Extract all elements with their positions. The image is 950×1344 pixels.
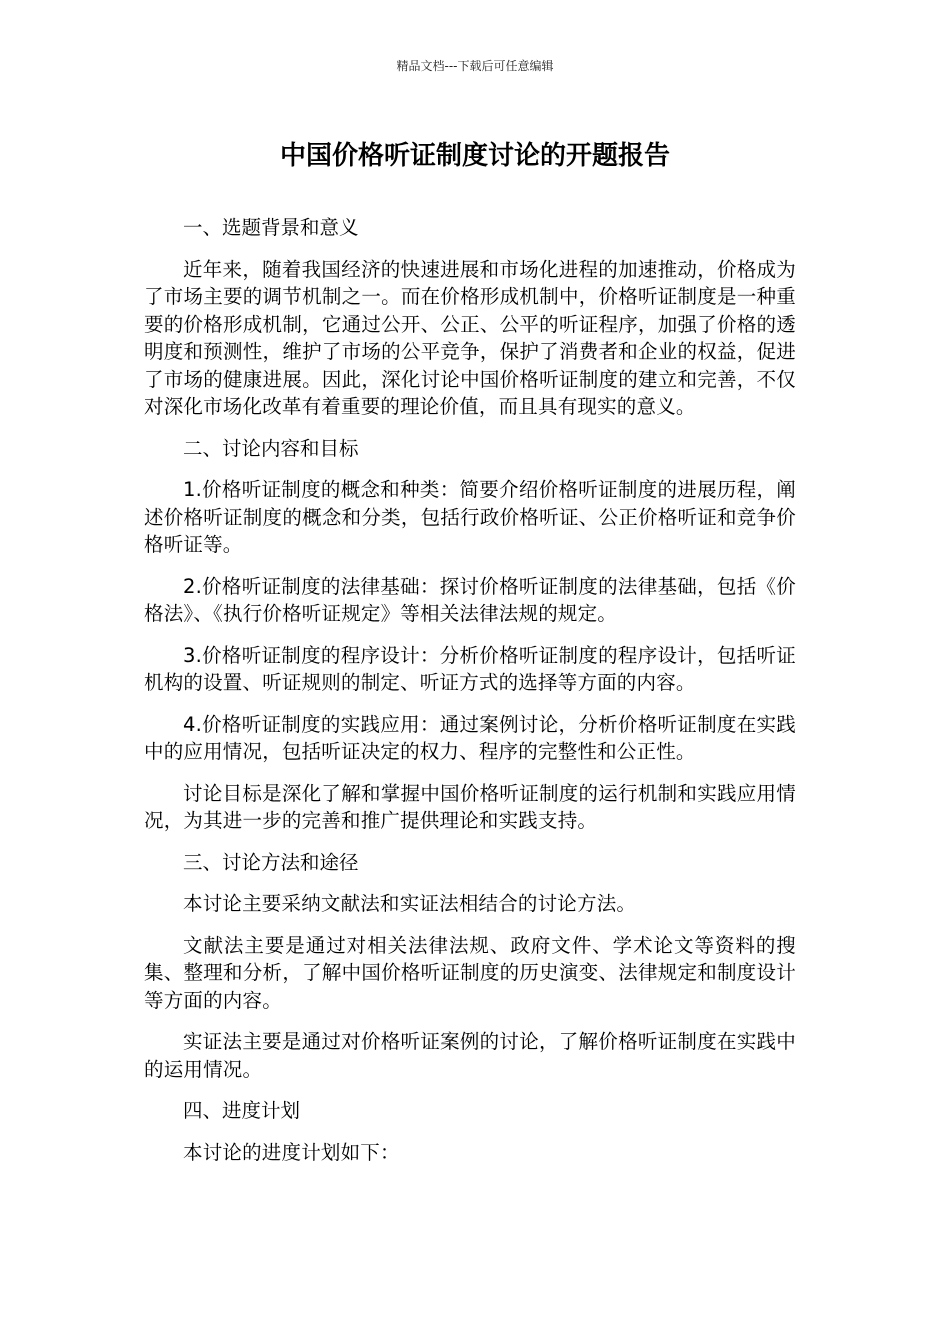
section-heading-background: 一、选题背景和意义 [183,216,359,239]
document-body [144,214,796,1180]
paragraph-research-goal: 讨论目标是深化了解和掌握中国价格听证制度的运行机制和实践应用情况，为其进一步的完善和推广提供理论和实践支持。 [144,781,796,832]
paragraph-literature-method: 文献法主要是通过对相关法律法规、政府文件、学术论文等资料的搜集、整理和分析，了解中国价格听证制度的历史演变、法律规定和制度设计等方面的内容。 [144,933,796,1012]
document-title: 中国价格听证制度讨论的开题报告 [279,141,670,171]
paragraph-content-item-1: 1.价格听证制度的概念和种类：简要介绍价格听证制度的进展历程，阐述价格听证制度的概念和分类，包括行政价格听证、公正价格听证和竞争价格听证等。 [144,478,796,556]
section-heading-schedule: 四、进度计划 [183,1099,301,1122]
header-note: 精品文档---下载后可任意编辑 [396,59,554,73]
paragraph-background: 近年来，随着我国经济的快速进展和市场化进程的加速推动，价格成为了市场主要的调节机制之一。而在价格形成机制中，价格听证制度是一种重要的价格形成机制，它通过公开、公正、公平的听证程序，加强了价格的透明度和预测性，维护了市场的公平竞争，保护了消费者和企业的权益，促进了市场的健康进展。因此，深化讨论中国价格听证制度的建立和完善，不仅对深化市场化改革有着重要的理论价值，而且具有现实的意义。 [144,257,796,418]
paragraph-empirical-method: 实证法主要是通过对价格听证案例的讨论，了解价格听证制度在实践中的运用情况。 [144,1030,796,1081]
paragraph-content-item-4: 4.价格听证制度的实践应用：通过案例讨论，分析价格听证制度在实践中的应用情况，包括听证决定的权力、程序的完整性和公正性。 [144,712,796,763]
section-heading-methods: 三、讨论方法和途径 [183,850,359,874]
section-heading-content: 二、讨论内容和目标 [183,436,359,460]
paragraph-content-item-3: 3.价格听证制度的程序设计：分析价格听证制度的程序设计，包括听证机构的设置、听证规则的制定、听证方式的选择等方面的内容。 [144,643,796,694]
paragraph-content-item-2: 2.价格听证制度的法律基础：探讨价格听证制度的法律基础，包括《价格法》、《执行价格听证规定》等相关法律法规的规定。 [144,574,796,625]
paragraph-schedule-intro: 本讨论的进度计划如下： [183,1140,400,1164]
paragraph-methods-intro: 本讨论主要采纳文献法和实证法相结合的讨论方法。 [183,892,637,915]
